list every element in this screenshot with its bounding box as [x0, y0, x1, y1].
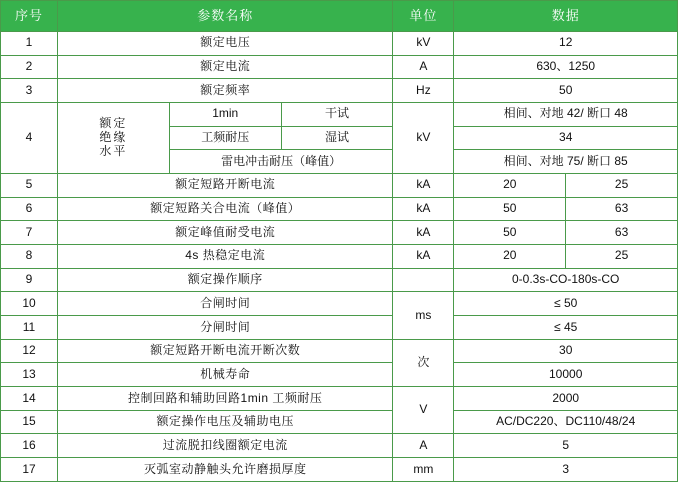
table-row — [1, 245, 678, 269]
row-data: 10000 — [454, 363, 678, 387]
row-no: 6 — [1, 197, 58, 221]
row-name: 分闸时间 — [58, 316, 393, 340]
row-no: 17 — [1, 458, 58, 482]
table-row — [1, 410, 678, 434]
table-row — [1, 103, 678, 127]
row-name: 控制回路和辅助回路1min 工频耐压 — [58, 387, 393, 411]
row-no: 12 — [1, 339, 58, 363]
row-unit — [393, 268, 454, 292]
table-row — [1, 197, 678, 221]
insulation-sub-label: 1min — [169, 103, 281, 127]
row-data: AC/DC220、DC110/48/24 — [454, 410, 678, 434]
row-data: 12 — [454, 32, 678, 56]
insulation-sub2-label: 湿试 — [281, 126, 393, 150]
row-data: ≤ 45 — [454, 316, 678, 340]
row-name: 额定电流 — [58, 55, 393, 79]
row-data-left: 20 — [454, 245, 566, 269]
table-row — [1, 221, 678, 245]
row-unit: A — [393, 55, 454, 79]
header-row — [1, 1, 678, 32]
row-name: 机械寿命 — [58, 363, 393, 387]
insulation-sub2-label: 干试 — [281, 103, 393, 127]
row-unit: kA — [393, 197, 454, 221]
row-data-left: 50 — [454, 197, 566, 221]
table-row — [1, 434, 678, 458]
table-row — [1, 316, 678, 340]
row-name: 灭弧室动静触头允许磨损厚度 — [58, 458, 393, 482]
row-no: 11 — [1, 316, 58, 340]
insulation-level-label: 额定 绝缘 水平 — [58, 103, 170, 174]
row-no: 5 — [1, 174, 58, 198]
row-data-right: 25 — [566, 245, 678, 269]
row-unit: A — [393, 434, 454, 458]
row-name: 额定操作顺序 — [58, 268, 393, 292]
row-unit: mm — [393, 458, 454, 482]
header-cell-name: 参数名称 — [58, 1, 393, 32]
row-no: 4 — [1, 103, 58, 174]
row-no: 3 — [1, 79, 58, 103]
row-no: 10 — [1, 292, 58, 316]
table-header — [1, 1, 678, 32]
row-unit: Hz — [393, 79, 454, 103]
row-no: 16 — [1, 434, 58, 458]
row-data-right: 63 — [566, 197, 678, 221]
row-no: 1 — [1, 32, 58, 56]
row-name: 额定短路关合电流（峰值） — [58, 197, 393, 221]
row-name: 合闸时间 — [58, 292, 393, 316]
row-data-left: 20 — [454, 174, 566, 198]
row-unit: kA — [393, 221, 454, 245]
row-data: 0-0.3s-CO-180s-CO — [454, 268, 678, 292]
row-name: 额定操作电压及辅助电压 — [58, 410, 393, 434]
table-row — [1, 268, 678, 292]
row-no: 8 — [1, 245, 58, 269]
row-unit: kA — [393, 245, 454, 269]
table-row — [1, 32, 678, 56]
row-name: 额定短路开断电流 — [58, 174, 393, 198]
row-unit: kV — [393, 103, 454, 174]
header-cell-no: 序号 — [1, 1, 58, 32]
row-name: 额定频率 — [58, 79, 393, 103]
table-row — [1, 458, 678, 482]
table-row — [1, 55, 678, 79]
row-no: 13 — [1, 363, 58, 387]
row-no: 14 — [1, 387, 58, 411]
row-name: 4s 热稳定电流 — [58, 245, 393, 269]
insulation-sub-data: 34 — [454, 126, 678, 150]
row-data: 5 — [454, 434, 678, 458]
table-row — [1, 79, 678, 103]
row-unit-merged: V — [393, 387, 454, 434]
row-no: 15 — [1, 410, 58, 434]
row-name: 过流脱扣线圈额定电流 — [58, 434, 393, 458]
row-no: 7 — [1, 221, 58, 245]
row-data: 50 — [454, 79, 678, 103]
row-data-right: 25 — [566, 174, 678, 198]
row-data: ≤ 50 — [454, 292, 678, 316]
row-data: 30 — [454, 339, 678, 363]
table-body — [1, 32, 678, 482]
row-name: 额定电压 — [58, 32, 393, 56]
insulation-sub-data: 相间、对地 42/ 断口 48 — [454, 103, 678, 127]
row-data-left: 50 — [454, 221, 566, 245]
table-row — [1, 292, 678, 316]
row-name: 额定短路开断电流开断次数 — [58, 339, 393, 363]
row-unit: kV — [393, 32, 454, 56]
row-data: 3 — [454, 458, 678, 482]
header-cell-unit: 单位 — [393, 1, 454, 32]
insulation-sub-label: 工频耐压 — [169, 126, 281, 150]
insulation-sub-data: 相间、对地 75/ 断口 85 — [454, 150, 678, 174]
table-row — [1, 339, 678, 363]
row-no: 9 — [1, 268, 58, 292]
row-data: 2000 — [454, 387, 678, 411]
table-row — [1, 363, 678, 387]
row-unit: kA — [393, 174, 454, 198]
row-unit-merged: 次 — [393, 339, 454, 386]
row-name: 额定峰值耐受电流 — [58, 221, 393, 245]
table-row — [1, 174, 678, 198]
row-data: 630、1250 — [454, 55, 678, 79]
row-data-right: 63 — [566, 221, 678, 245]
row-unit-merged: ms — [393, 292, 454, 339]
insulation-sub-label: 雷电冲击耐压（峰值） — [169, 150, 393, 174]
table-row — [1, 387, 678, 411]
header-cell-data: 数据 — [454, 1, 678, 32]
row-no: 2 — [1, 55, 58, 79]
